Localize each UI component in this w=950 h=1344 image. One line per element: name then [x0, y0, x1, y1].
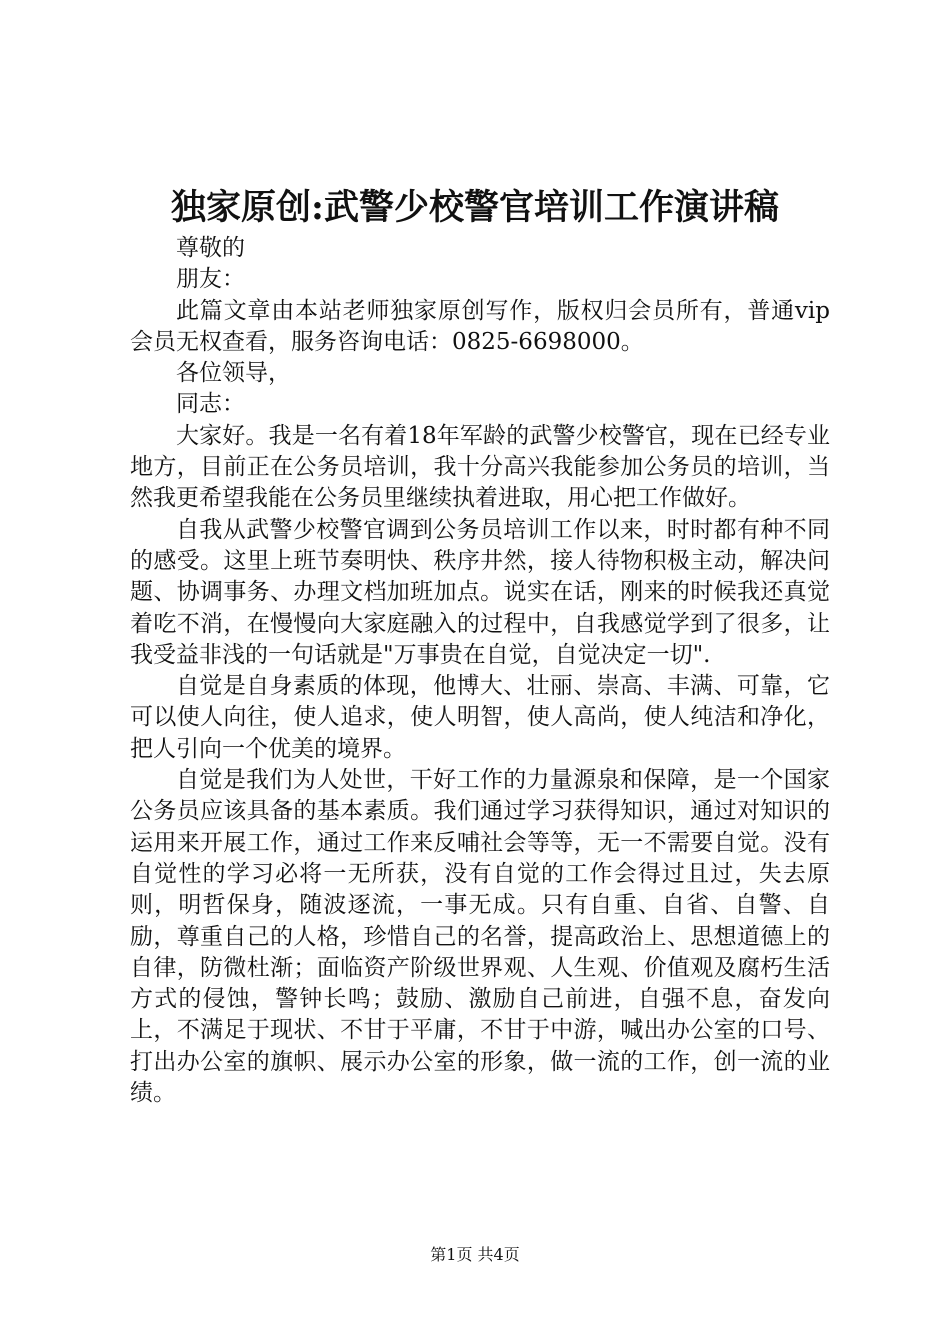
document-title: 独家原创:武警少校警官培训工作演讲稿	[171, 187, 779, 228]
paragraph-salutation-1: 尊敬的	[176, 235, 245, 261]
paragraph-copyright-notice: 此篇文章由本站老师独家原创写作，版权归会员所有，普通vip会员无权查看，服务咨询电话：0825-6698000。	[130, 297, 830, 355]
paragraph-salutation-2: 朋友：	[176, 266, 245, 293]
page-footer: 第1页 共4页	[430, 1245, 520, 1264]
document-body	[130, 233, 830, 1109]
paragraph-conclusion: 自觉是我们为人处世，干好工作的力量源泉和保障，是一个国家公务员应该具备的基本素质。我们通过学习获得知识，通过对知识的运用来开展工作，通过工作来反哺社会等等，无一不需要自觉。没有自觉性的学习必将一无所获，没有自觉的工作会得过且过，失去原则，明哲保身，随波逐流，一事无成。只有自重、自省、自警、自励，尊重自己的人格，珍惜自己的名誉，提高政治上、思想道德上的自律，防微杜渐；面临资产阶级世界观、人生观、价值观及腐朽生活方式的侵蚀，警钟长鸣；鼓励、激励自己前进，自强不息，奋发向上，不满足于现状、不甘于平庸，不甘于中游，喊出办公室的口号、打出办公室的旗帜、展示办公室的形象，做一流的工作，创一流的业绩。	[130, 767, 830, 1107]
paragraph-greeting-leaders: 各位领导，	[176, 360, 291, 387]
paragraph-greeting-comrades: 同志：	[176, 391, 245, 418]
paragraph-self-discipline: 自觉是自身素质的体现，他博大、壮丽、崇高、丰满、可靠，它可以使人向往，使人追求，使人明智，使人高尚，使人纯洁和净化，把人引向一个优美的境界。	[130, 673, 830, 762]
paragraph-introduction: 大家好。我是一名有着18年军龄的武警少校警官，现在已经专业地方，目前正在公务员培训，我十分高兴我能参加公务员的培训，当然我更希望我能在公务员里继续执着进取，用心把工作做好。	[130, 422, 830, 512]
paragraph-experience: 自我从武警少校警官调到公务员培训工作以来，时时都有种不同的感受。这里上班节奏明快、秩序井然，接人待物积极主动，解决问题、协调事务、办理文档加班加点。说实在话，刚来的时候我还真觉着吃不消，在慢慢向大家庭融入的过程中，自我感觉学到了很多，让我受益非浅的一句话就是"万事贵在自觉，自觉决定一切".	[130, 516, 830, 668]
